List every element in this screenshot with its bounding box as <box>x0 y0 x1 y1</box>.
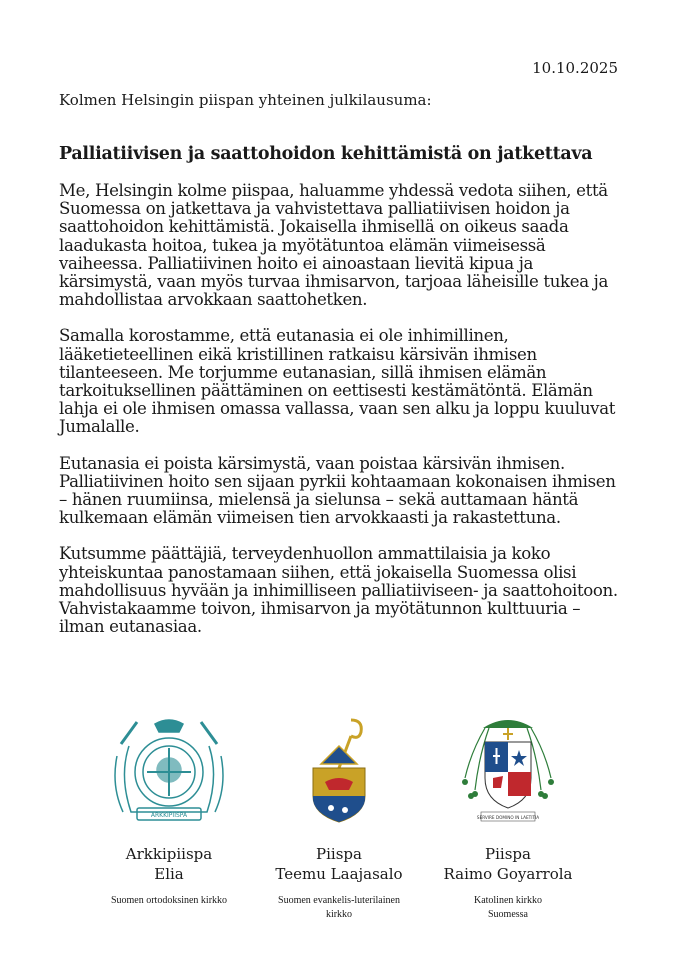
paragraph: Samalla korostamme, että eutanasia ei ole inhimillinen, lääketieteellinen eikä kristillinen ratkaisu kärsivän ihmisen tilanteeseen. Me torjumme eutanasian, sillä ihmisen elämän tarkoituksellinen päättäminen on eettisesti kestämätöntä. Elämän lahja ei ole ihmisen omassa vallassa, vaan sen alku ja loppu kuuluvat Jumalalle. <box>59 326 616 437</box>
signatory-role: Piispa <box>485 845 531 863</box>
date: 10.10.2025 <box>532 59 618 77</box>
signatory-name: Elia <box>154 865 184 883</box>
paragraph: Kutsumme päättäjiä, terveydenhuollon ammattilaisia ja koko yhteiskuntaa panostamaan siihen, että jokaisella Suomessa olisi mahdollisuus hyvään ja inhimilliseen palliatiiviseen- ja saattohoitoon. Vahvistakaamme toivon, ihmisarvon ja myötätunnon kulttuuria – ilman eutanasiaa. <box>59 544 618 637</box>
signatory-church: Suomen ortodoksinen kirkko <box>110 895 228 906</box>
signatory-church: Suomen evankelis-luterilainen kirkko <box>278 895 400 920</box>
signatory-name: Teemu Laajasalo <box>275 865 403 883</box>
signatory-role: Arkkipiispa <box>125 845 213 863</box>
paragraph: Eutanasia ei poista kärsimystä, vaan poistaa kärsivän ihmisen. Palliatiivinen hoito sen sijaan pyrkii kohtaamaan kokonaisen ihmisen – hänen ruumiinsa, mielensä ja sielunsa – sekä auttamaan häntä kulkemaan elämän viimeisen tien arvokkaasti ja rakastettuna. <box>59 453 616 528</box>
statement-title: Palliatiivisen ja saattohoidon kehittämistä on jatkettava <box>59 144 593 164</box>
signatory-role: Piispa <box>316 845 362 863</box>
intro-line: Kolmen Helsingin piispan yhteinen julkilausuma: <box>59 91 432 109</box>
signatory-name: Raimo Goyarrola <box>443 865 573 883</box>
statement-body <box>59 182 619 654</box>
crest-caption: ARKKIPIISPA <box>150 812 188 819</box>
paragraph: Me, Helsingin kolme piispaa, haluamme yhdessä vedota siihen, että Suomessa on jatkettava ja vahvistettava palliatiivisen hoidon ja saattohoidon kehittämistä. Jokaisella ihmisellä on oikeus saada laadukasta hoitoa, tukea ja myötätuntoa elämän viimeisessä vaiheessa. Palliatiivinen hoito ei ainoastaan lievitä kipua ja kärsimystä, vaan myös turvaa ihmisarvon, tarjoaa läheisille tukea ja mahdollistaa arvokkaan saattohetken. <box>59 181 609 310</box>
crest-motto: SERVIRE DOMINO IN LAETITIA <box>476 815 540 820</box>
signatory-church: Katolinen kirkko Suomessa <box>473 895 543 920</box>
signature-catholic <box>403 688 613 922</box>
catholic-crest-icon <box>403 688 613 828</box>
